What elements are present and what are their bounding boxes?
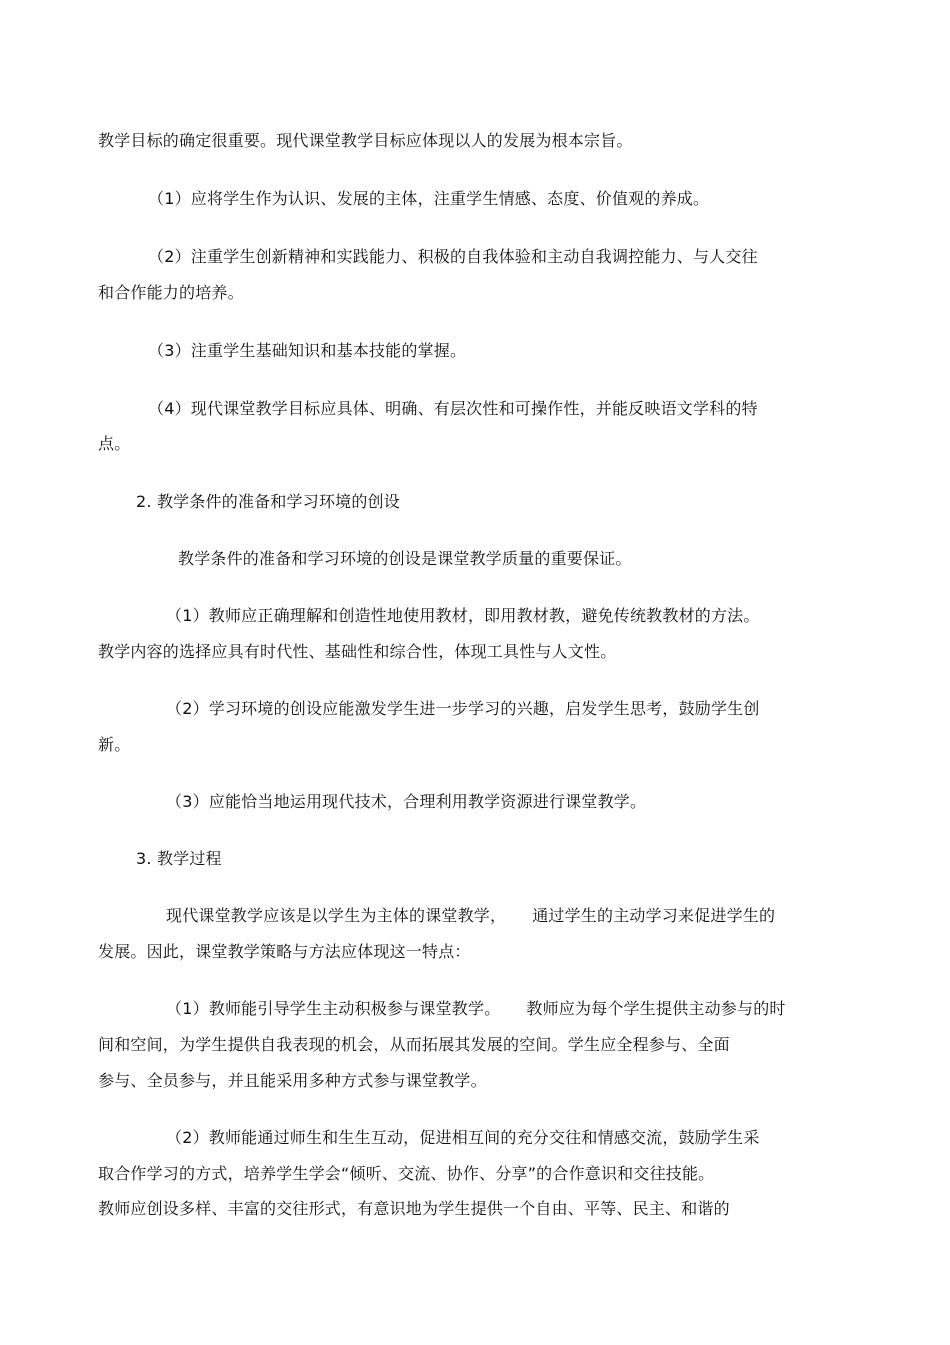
text-line: 教师应创设多样、丰富的交往形式，有意识地为学生提供一个自由、平等、民主、和谐的 — [98, 1199, 730, 1218]
text-segment: （1）教师能引导学生主动积极参与课堂教学。 — [166, 999, 501, 1018]
text-line: 和合作能力的培养。 — [98, 283, 244, 302]
section-heading: 2. 教学条件的准备和学习环境的创设 — [136, 492, 400, 511]
text-segment: 教师应为每个学生提供主动参与的时 — [526, 999, 786, 1018]
list-item-text: （2）注重学生创新精神和实践能力、积极的自我体验和主动自我调控能力、与人交往 — [148, 247, 758, 266]
list-item-text: （2）教师能通过师生和生生互动，促进相互间的充分交往和情感交流，鼓励学生采 — [166, 1128, 760, 1147]
list-item-text: （3）应能恰当地运用现代技术，合理利用教学资源进行课堂教学。 — [166, 792, 647, 811]
text-line: 点。 — [98, 434, 131, 453]
text-segment: 现代课堂教学应该是以学生为主体的课堂教学， — [166, 906, 507, 925]
list-item-text: （1）应将学生作为认识、发展的主体，注重学生情感、态度、价值观的养成。 — [148, 189, 710, 208]
text-line: 新。 — [98, 735, 131, 754]
text-line: 参与、全员参与，并且能采用多种方式参与课堂教学。 — [98, 1071, 487, 1090]
list-item-text: （2）学习环境的创设应能激发学生进一步学习的兴趣，启发学生思考，鼓励学生创 — [166, 699, 760, 718]
text-line — [166, 906, 775, 926]
text-segment: 通过学生的主动学习来促进学生的 — [532, 906, 776, 925]
list-item-text: （4）现代课堂教学目标应具体、明确、有层次性和可操作性，并能反映语文学科的特 — [148, 399, 758, 418]
text-line: 教学内容的选择应具有时代性、基础性和综合性，体现工具性与人文性。 — [98, 642, 617, 661]
list-item-text — [166, 999, 786, 1019]
text-line: 教学条件的准备和学习环境的创设是课堂教学质量的重要保证。 — [178, 549, 632, 568]
text-line: 取合作学习的方式，培养学生学会“倾听、交流、协作、分享”的合作意识和交往技能。 — [98, 1164, 715, 1183]
section-heading: 3. 教学过程 — [136, 849, 222, 868]
text-line: 教学目标的确定很重要。现代课堂教学目标应体现以人的发展为根本宗旨。 — [98, 131, 633, 150]
list-item-text: （1）教师应正确理解和创造性地使用教材，即用教材教，避免传统教教材的方法。 — [166, 606, 760, 625]
text-line: 间和空间，为学生提供自我表现的机会，从而拓展其发展的空间。学生应全程参与、全面 — [98, 1035, 730, 1054]
list-item-text: （3）注重学生基础知识和基本技能的掌握。 — [148, 341, 467, 360]
text-line: 发展。因此，课堂教学策略与方法应体现这一特点： — [98, 942, 471, 961]
